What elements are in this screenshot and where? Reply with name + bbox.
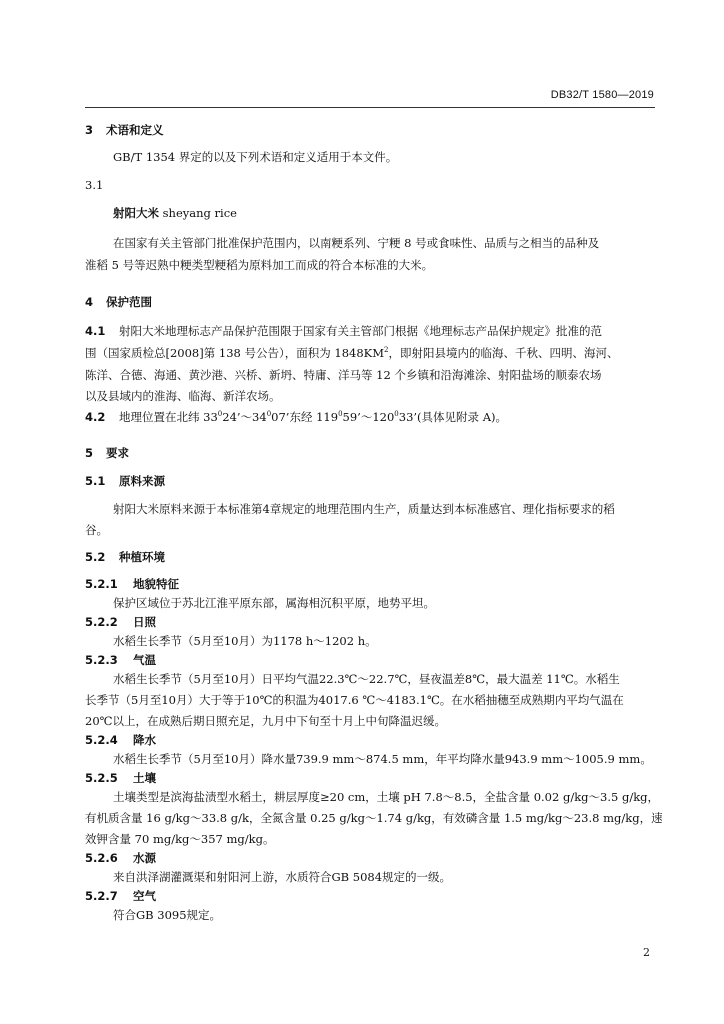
clause-number: 5.2.2	[85, 615, 118, 629]
clause-5-1-line-1: 射阳大米原料来源于本标准第4章规定的地理范围内生产，质量达到本标准感官、理化指标要求的稻	[113, 502, 615, 516]
clause-title: 水源	[133, 851, 156, 865]
clause-title: 气温	[133, 653, 156, 667]
clause-5-1-line-2: 谷。	[85, 523, 108, 537]
page-number: 2	[643, 946, 650, 959]
clause-5-1-heading	[85, 471, 655, 493]
clause-5-2-5-line-2: 有机质含量 16 g/kg～33.8 g/k，全氮含量 0.25 g/kg～1.74 g/kg，有效磷含量 1.5 mg/kg～23.8 mg/kg，速	[85, 811, 663, 825]
clause-number: 4.2	[85, 410, 106, 424]
section-5-heading	[85, 443, 655, 465]
clause-number: 5.2.5	[85, 771, 118, 785]
section-3-intro: GB/T 1354 界定的以及下列术语和定义适用于本文件。	[113, 150, 398, 164]
clause-5-2-7-text: 符合GB 3095规定。	[113, 908, 222, 922]
section-3-heading	[85, 120, 655, 142]
clause-5-2-4-text: 水稻生长季节（5月至10月）降水量739.9 mm～874.5 mm，年平均降水量943.9 mm～1005.9 mm。	[113, 752, 652, 766]
section-title: 保护范围	[106, 295, 152, 309]
clause-5-2-5-line-3: 效钾含量 70 mg/kg～357 mg/kg。	[85, 832, 275, 846]
term-english: sheyang rice	[162, 206, 237, 220]
clause-title: 地貌特征	[133, 577, 179, 591]
clause-4-2: 4.2 地理位置在北纬 $33^024’\sim 34^007$’东经 $119^059’\sim 120^033$’(具体见附录 A)。	[85, 407, 655, 429]
term-name: 射阳大米	[113, 206, 159, 220]
clause-5-2-3-line-2: 长季节（5月至10月）大于等于10℃的积温为4017.6 ℃～4183.1℃。在水稻抽穗至成熟期内平均气温在	[85, 693, 624, 707]
section-title: 要求	[106, 446, 129, 460]
clause-number: 5.2	[85, 550, 106, 564]
clause-5-2-1-text: 保护区域位于苏北江淮平原东部，属海相沉积平原，地势平坦。	[113, 596, 435, 610]
clause-number: 5.2.1	[85, 577, 118, 591]
clause-5-2-6-text: 来自洪泽湖灌溉渠和射阳河上游，水质符合GB 5084规定的一级。	[113, 870, 452, 884]
section-4-heading	[85, 292, 655, 314]
clause-number: 5.2.7	[85, 889, 118, 903]
clause-number: 5.1	[85, 474, 106, 488]
clause-5-2-3-line-1: 水稻生长季节（5月至10月）日平均气温22.3℃～22.7℃，昼夜温差8℃，最大温差 11℃。水稻生	[113, 672, 620, 686]
clause-title: 土壤	[133, 771, 156, 785]
clause-number: 4.1	[85, 324, 106, 338]
clause-4-1-line-2: 围（国家质检总[2008]第 138 号公告），面积为 $1848KM^2$，即射阳县境内的临海、千秋、四明、海河、	[85, 346, 619, 360]
clause-5-2-5-line-1: 土壤类型是滨海盐渍型水稻土，耕层厚度≥20 cm，土壤 pH 7.8～8.5，全盐含量 0.02 g/kg～3.5 g/kg，	[113, 790, 660, 804]
clause-5-2-3-line-3: 20℃以上，在成熟后期日照充足，九月中下旬至十月上中旬降温迟缓。	[85, 714, 446, 728]
standard-code: DB32/T 1580—2019	[550, 89, 654, 101]
section-title: 术语和定义	[106, 123, 164, 137]
section-number: 5	[85, 446, 94, 460]
clause-4-1-line-4: 以及县域内的淮海、临海、新洋农场。	[85, 389, 281, 403]
section-number: 4	[85, 295, 94, 309]
clause-title: 空气	[133, 889, 156, 903]
clause-5-2-heading	[85, 547, 655, 569]
clause-number: 5.2.6	[85, 851, 118, 865]
clause-title: 降水	[133, 733, 156, 747]
section-number: 3	[85, 123, 94, 137]
clause-number: 5.2.4	[85, 733, 118, 747]
clause-number: 5.2.3	[85, 653, 118, 667]
term-entry	[113, 203, 655, 225]
clause-4-1-line-1: 4.1 射阳大米地理标志产品保护范围限于国家有关主管部门根据《地理标志产品保护规定》批准的范	[85, 321, 655, 343]
clause-4-1-line-3: 陈洋、合德、海通、黄沙港、兴桥、新坍、特庸、洋马等 12 个乡镇和沿海滩涂、射阳盐场的顺泰农场	[85, 368, 602, 382]
clause-title: 日照	[133, 615, 156, 629]
header-divider	[85, 107, 655, 108]
clause-title: 种植环境	[119, 550, 165, 564]
clause-5-2-2-text: 水稻生长季节（5月至10月）为1178 h～1202 h。	[113, 634, 377, 648]
clause-title: 原料来源	[119, 474, 165, 488]
term-definition-line-2: 淮稻 5 号等迟熟中粳类型粳稻为原料加工而成的符合本标准的大米。	[85, 258, 434, 272]
term-number: 3.1	[85, 178, 104, 192]
term-definition-line-1: 在国家有关主管部门批准保护范围内，以南粳系列、宁粳 8 号或食味性、品质与之相当的品种及	[113, 236, 600, 250]
